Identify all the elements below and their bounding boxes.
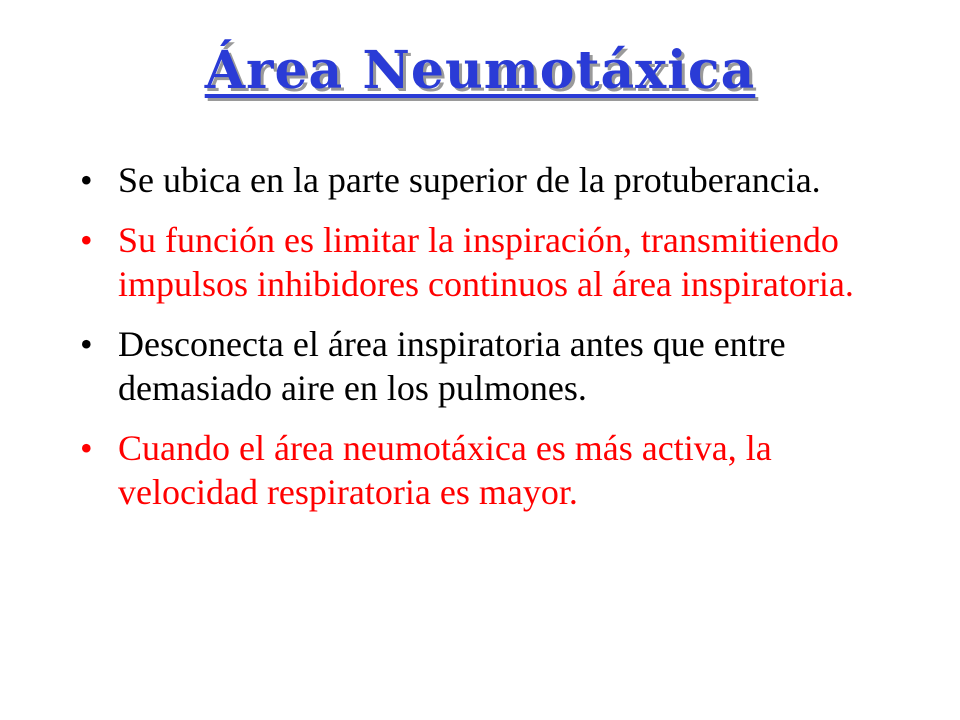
bullet-marker: • xyxy=(80,324,93,364)
bullet-text: Cuando el área neumotáxica es más activa, la velocidad respiratoria es mayor. xyxy=(118,428,772,512)
slide-title: Área Neumotáxica xyxy=(204,40,756,101)
bullet-item xyxy=(80,158,900,202)
bullet-text: Desconecta el área inspiratoria antes que entre demasiado aire en los pulmones. xyxy=(118,324,786,408)
bullet-marker: • xyxy=(80,428,93,468)
bullet-item xyxy=(80,322,900,410)
bullet-text: Se ubica en la parte superior de la protuberancia. xyxy=(118,160,821,200)
bullet-item xyxy=(80,218,900,306)
bullet-list xyxy=(80,158,900,530)
bullet-marker: • xyxy=(80,160,93,200)
bullet-item xyxy=(80,426,900,514)
bullet-text: Su función es limitar la inspiración, transmitiendo impulsos inhibidores continuos al área inspiratoria. xyxy=(118,220,854,304)
bullet-marker: • xyxy=(80,220,93,260)
